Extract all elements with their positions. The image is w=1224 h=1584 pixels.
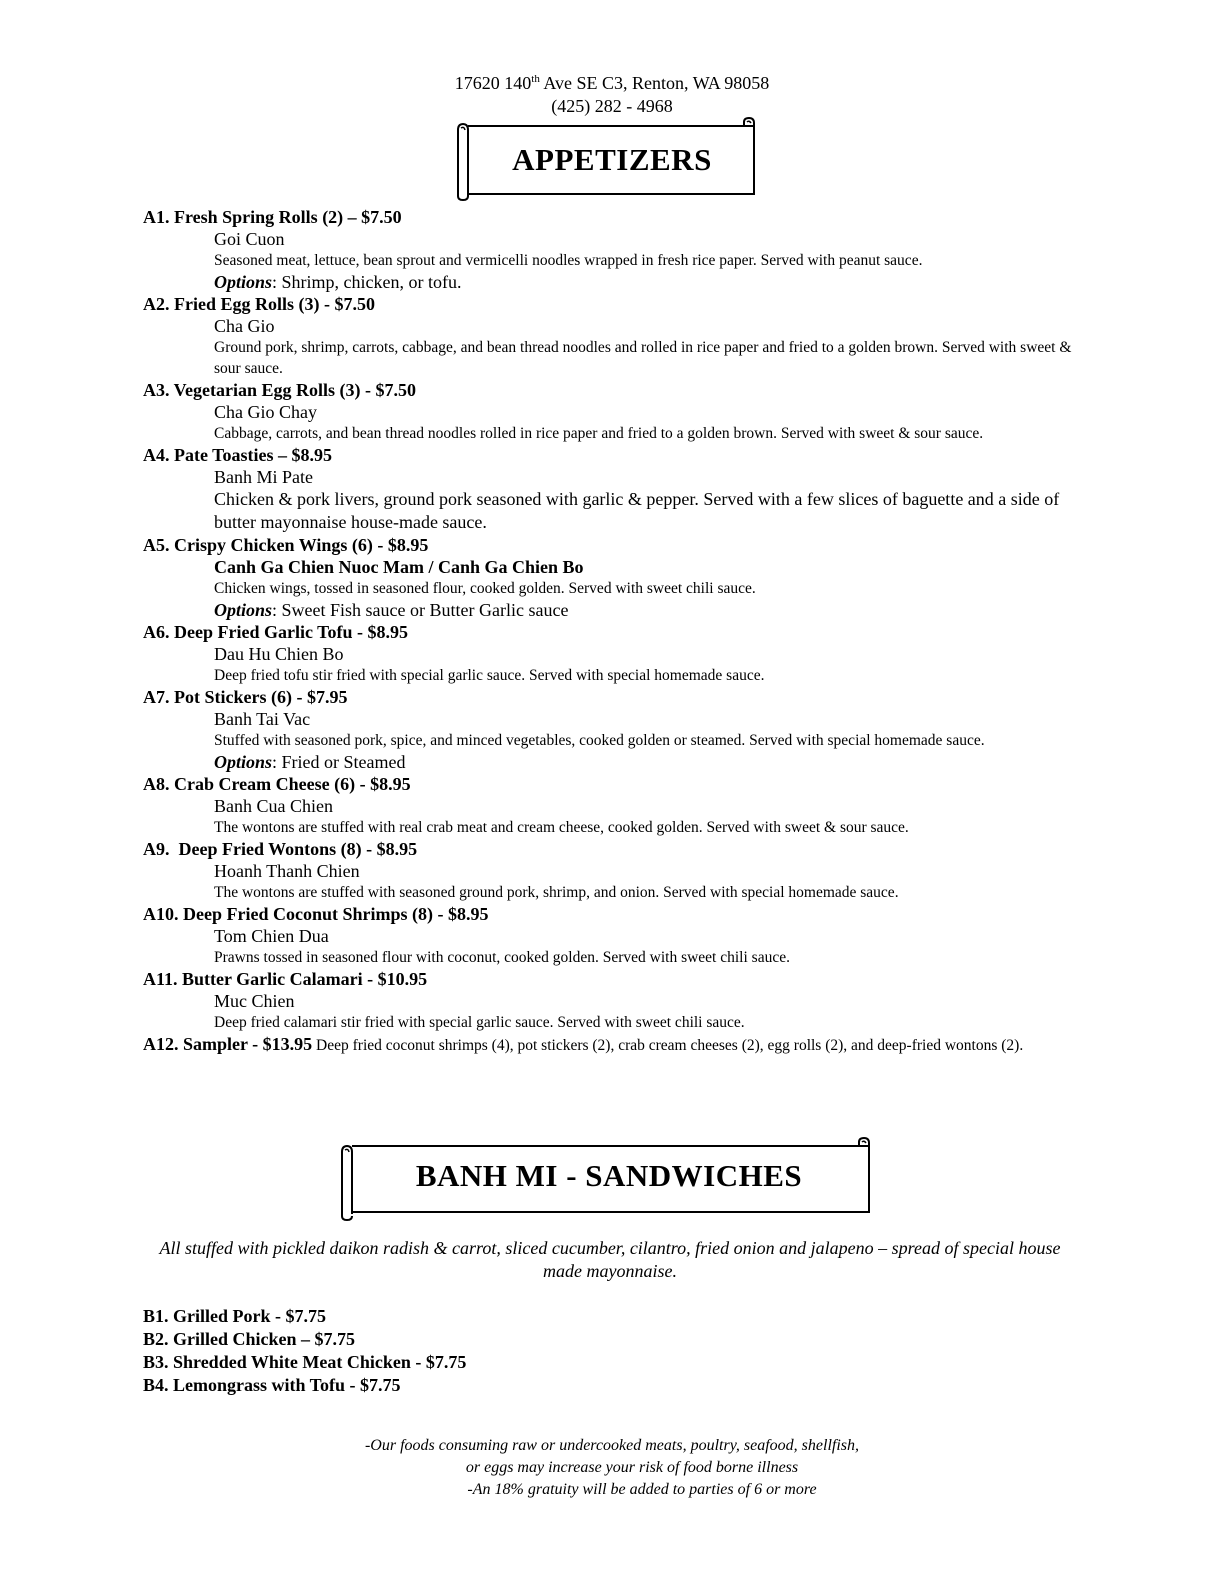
menu-item-a4 — [143, 444, 1073, 534]
item-description: Deep fried coconut shrimps (4), pot stickers (2), crab cream cheeses (2), egg rolls (2), and deep-fried wontons (2). — [312, 1037, 1024, 1054]
menu-item-a1 — [143, 206, 1073, 293]
item-title: A4. Pate Toasties – $8.95 — [143, 445, 332, 465]
menu-item-a2 — [143, 293, 1073, 379]
address — [0, 72, 1224, 95]
item-vietnamese-name: Cha Gio Chay — [214, 402, 317, 422]
appetizers-list — [143, 206, 1073, 1057]
item-vietnamese-name: Banh Mi Pate — [214, 467, 313, 487]
menu-item-a8 — [143, 773, 1073, 838]
item-description: Seasoned meat, lettuce, bean sprout and vermicelli noodles wrapped in fresh rice paper. Served with peanut sauce. — [214, 252, 923, 269]
menu-item-b1: B1. Grilled Pork - $7.75 — [143, 1306, 326, 1326]
item-title: A3. Vegetarian Egg Rolls (3) - $7.50 — [143, 380, 416, 400]
appetizers-title: APPETIZERS — [512, 142, 712, 177]
options-label: Options — [214, 600, 273, 620]
menu-item-b2: B2. Grilled Chicken – $7.75 — [143, 1329, 356, 1349]
item-title: A1. Fresh Spring Rolls (2) – $7.50 — [143, 207, 402, 227]
item-title: A11. Butter Garlic Calamari - $10.95 — [143, 969, 428, 989]
address-superscript: th — [531, 73, 540, 85]
item-description: Deep fried calamari stir fried with special garlic sauce. Served with sweet chili sauce. — [214, 1014, 745, 1031]
menu-item-a12 — [143, 1033, 1073, 1057]
item-title: A9. Deep Fried Wontons (8) - $8.95 — [143, 839, 418, 859]
options-text: : Shrimp, chicken, or tofu. — [272, 272, 462, 292]
menu-item-a7 — [143, 686, 1073, 773]
menu-item-a6 — [143, 621, 1073, 686]
menu-item-a9 — [143, 838, 1073, 903]
item-title: A2. Fried Egg Rolls (3) - $7.50 — [143, 294, 375, 314]
menu-item-b4: B4. Lemongrass with Tofu - $7.75 — [143, 1375, 401, 1395]
address-number: 17620 140 — [454, 73, 532, 93]
options-label: Options — [214, 272, 273, 292]
address-street: Ave SE C3, Renton, WA 98058 — [539, 73, 770, 93]
options-text: : Fried or Steamed — [272, 752, 406, 772]
menu-item-a5 — [143, 534, 1073, 621]
sandwiches-title: BANH MI - SANDWICHES — [415, 1158, 803, 1193]
item-vietnamese-name: Hoanh Thanh Chien — [214, 861, 360, 881]
item-vietnamese-name: Cha Gio — [214, 316, 275, 336]
item-description: Stuffed with seasoned pork, spice, and minced vegetables, cooked golden or steamed. Served with special homemade sauce. — [214, 732, 985, 749]
item-description: Chicken & pork livers, ground pork seasoned with garlic & pepper. Served with a few slices of baguette and a side of butter mayonnaise house-made sauce. — [214, 489, 1060, 532]
footer-line-2: or eggs may increase your risk of food borne illness — [465, 1459, 799, 1476]
menu-item-a3 — [143, 379, 1073, 444]
item-title: A8. Crab Cream Cheese (6) - $8.95 — [143, 774, 411, 794]
item-vietnamese-name: Canh Ga Chien Nuoc Mam / Canh Ga Chien Bo — [214, 557, 584, 577]
item-description: Deep fried tofu stir fried with special garlic sauce. Served with special homemade sauce. — [214, 667, 765, 684]
sandwiches-intro: All stuffed with pickled daikon radish & carrot, sliced cucumber, cilantro, fried onion and jalapeno – spread of special house made mayonnaise. — [159, 1238, 1061, 1281]
item-description: Prawns tossed in seasoned flour with coconut, cooked golden. Served with sweet chili sauce. — [214, 949, 790, 966]
item-description: Chicken wings, tossed in seasoned flour, cooked golden. Served with sweet chili sauce. — [214, 580, 756, 597]
item-options — [214, 751, 1073, 773]
item-description: Ground pork, shrimp, carrots, cabbage, and bean thread noodles and rolled in rice paper and fried to a golden brown. Served with sweet & sour sauce. — [214, 339, 1072, 377]
item-description: Cabbage, carrots, and bean thread noodles rolled in rice paper and fried to a golden brown. Served with sweet & sour sauce. — [214, 425, 984, 442]
item-options — [214, 271, 1073, 293]
item-title: A10. Deep Fried Coconut Shrimps (8) - $8.95 — [143, 904, 489, 924]
options-label: Options — [214, 752, 273, 772]
footer-line-3: -An 18% gratuity will be added to parties of 6 or more — [467, 1481, 817, 1498]
item-vietnamese-name: Banh Tai Vac — [214, 709, 311, 729]
item-options — [214, 599, 1073, 621]
menu-item-a10 — [143, 903, 1073, 968]
item-vietnamese-name: Tom Chien Dua — [214, 926, 329, 946]
footer-notice — [0, 1435, 1224, 1501]
item-description: The wontons are stuffed with real crab meat and cream cheese, cooked golden. Served with sweet & sour sauce. — [214, 819, 909, 836]
item-description: The wontons are stuffed with seasoned ground pork, shrimp, and onion. Served with special homemade sauce. — [214, 884, 899, 901]
footer-line-1: -Our foods consuming raw or undercooked meats, poultry, seafood, shellfish, — [364, 1437, 860, 1454]
item-title: A6. Deep Fried Garlic Tofu - $8.95 — [143, 622, 408, 642]
menu-item-b3: B3. Shredded White Meat Chicken - $7.75 — [143, 1352, 467, 1372]
item-vietnamese-name: Dau Hu Chien Bo — [214, 644, 344, 664]
options-text: : Sweet Fish sauce or Butter Garlic sauce — [272, 600, 569, 620]
sandwiches-banner — [338, 1134, 872, 1220]
menu-item-a11 — [143, 968, 1073, 1033]
item-vietnamese-name: Banh Cua Chien — [214, 796, 333, 816]
item-vietnamese-name: Goi Cuon — [214, 229, 285, 249]
item-title: A7. Pot Stickers (6) - $7.95 — [143, 687, 348, 707]
restaurant-header — [0, 72, 1224, 118]
item-title: A5. Crispy Chicken Wings (6) - $8.95 — [143, 535, 429, 555]
appetizers-banner — [452, 116, 756, 200]
sandwiches-list — [143, 1305, 466, 1397]
phone-number: (425) 282 - 4968 — [551, 96, 673, 116]
item-title: A12. Sampler - $13.95 — [143, 1034, 313, 1054]
item-vietnamese-name: Muc Chien — [214, 991, 295, 1011]
